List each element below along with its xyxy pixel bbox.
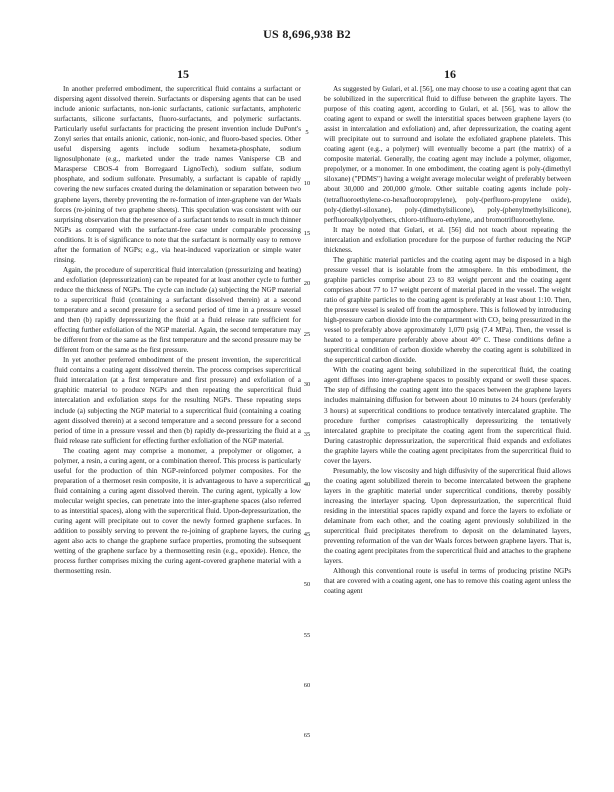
paragraph-coating-agent-embodiment: In yet another preferred embodiment of the present invention, the supercritical fluid contains a coating agent dissolved therein. The process comprises supercritical fluid intercalation (at a first temperature and first pressure) and exfoliation of a graphitic material to produce NGPs and then repeating the supercritical fluid intercalation and exfoliation steps for the resulting NGPs. These repeating steps include (a) subjecting the NGP material to a supercritical fluid (containing a coating agent dissolved therein) at a second temperature and a second pressure for a second period of time in a pressure vessel and then (b) rapidly de-pressurizing the fluid at a fluid release rate sufficient for effecting further exfoliation of the NGP material. [54, 356, 301, 445]
line-number: 5 [305, 129, 309, 136]
line-number: 65 [303, 732, 311, 739]
column-number-left: 15 [177, 67, 189, 81]
left-column [54, 84, 301, 784]
column-number-right: 16 [444, 67, 456, 81]
line-number-gutter [297, 84, 317, 784]
line-number: 40 [303, 481, 311, 488]
paragraph-surfactant: In another preferred embodiment, the supercritical fluid contains a surfactant or dispersing agent dissolved therein. Surfactants or dispersing agents that can be used include anionic surfactants, non-ionic surfactants, cationic surfactants, amphoteric surfactants, silicone surfactants, fluoro-surfactants, and polymeric surfactants. Particularly useful surfactants for practicing the present invention include DuPont's Zonyl series that entails anionic, cationic, non-ionic, and fluoro-based species. Other useful dispersing agents include sodium hexameta-phosphate, sodium lignosulphonate (e.g., marketed under the trade names Vanisperse CB and Marasperse CBOS-4 from Borregaard LignoTech), sodium sulfate, sodium phosphate, and sodium sulfonate. Presumably, a surfactant is capable of rapidly covering the new surfaces created during the delamination or separation between two graphene layers, thereby preventing the re-formation of inter-graphene van der Waals forces (re-joining of two graphene sheets). This speculation was consistent with our surprising observation that the presence of a surfactant tends to result in much thinner NGPs as compared with the surfactant-free case under comparable processing conditions. It is of significance to note that the surfactant is normally easy to remove after the formation of NGPs; e.g., via heat-induced vaporization or simple water rinsing. [54, 85, 301, 264]
line-number: 60 [303, 682, 311, 689]
line-number: 55 [303, 632, 311, 639]
line-number: 25 [303, 331, 311, 338]
line-number: 15 [303, 230, 311, 237]
line-number: 45 [303, 531, 311, 538]
paragraph-conventional-route: Although this conventional route is useful in terms of producing pristine NGPs that are covered with a coating agent, one has to remove this coating agent unless the coating agent [324, 567, 571, 596]
line-number: 50 [303, 581, 311, 588]
paragraph-pressure-vessel: The graphitic material particles and the coating agent may be disposed in a high pressure vessel that is isolatable from the atmosphere. In this embodiment, the graphite particles comprise about 23 to 83 weight percent and the coating agent comprises about 77 to 17 weight percent of material placed in the vessel. The weight ratio of graphite particles to the coating agent is preferably at least about 1:10. Then, the pressure vessel is sealed off from the atmosphere. This is followed by introducing high-pressure carbon dioxide into the compartment with CO₂ being pressurized in the vessel to preferably above approximately 1,070 psig (7.4 MPa). Then, the vessel is heated to a temperature preferably above about 40° C. These conditions define a supercritical condition of carbon dioxide whereby the coating agent is solubilized in the supercritical carbon dioxide. [324, 255, 571, 365]
paragraph-gulari-note: It may be noted that Gulari, et al. [56] did not teach about repeating the intercalation and exfoliation procedure for the purpose of further reducing the NGP thickness. [324, 225, 571, 254]
line-number: 10 [303, 180, 311, 187]
line-number: 35 [303, 431, 311, 438]
paragraph-coating-agent-composition: The coating agent may comprise a monomer, a prepolymer or oligomer, a polymer, a resin, a curing agent, or a combination thereof. This process is particularly useful for the production of thin NGP-reinforced polymer composites. For the preparation of a thermoset resin composite, it is advantageous to have a supercritical fluid containing a curing agent dissolved therein. The curing agent, typically a low molecular weight species, can penetrate into the inter-graphene spaces (also referred to as interstitial spaces), along with the supercritical fluid. Upon-depressurization, the curing agent will precipitate out to cover the newly formed graphene surfaces. In addition to possibly serving to prevent the re-joining of graphene layers, the curing agent also acts to change the graphene surface properties, promoting the subsequent wetting of the graphene surface by a thermosetting resin (e.g., epoxide). Hence, the process further comprises mixing the curing agent-covered graphene material with a thermosetting resin. [54, 446, 301, 576]
line-number: 20 [303, 280, 311, 287]
line-number: 30 [303, 381, 311, 388]
patent-number: US 8,696,938 B2 [263, 27, 351, 41]
paragraph-diffusion: With the coating agent being solubilized in the supercritical fluid, the coating agent diffuses into inter-graphene spaces to possibly expand or swell these spaces. The step of diffusing the coating agent into the spaces between the graphene layers includes maintaining diffusion for between about 10 minutes to 24 hours (preferably 3 hours) at supercritical conditions to produce tentatively intercalated graphite. The procedure further comprises catastrophically depressurizing the tentatively intercalated graphite to precipitate the coating agent from the supercritical fluid. During catastrophic depressurization, the supercritical fluid expands and exfoliates the graphite layers while the coating agent precipitates from the supercritical fluid to cover the layers. [324, 366, 571, 465]
right-column [324, 84, 571, 784]
paragraph-mechanism: Presumably, the low viscosity and high diffusivity of the supercritical fluid allows the coating agent solubilized therein to become intercalated between the graphene layers in the graphitic material under supercritical conditions, thereby possibly increasing the interlayer spacing. Upon depressurization, the supercritical fluid residing in the interstitial spaces rapidly expand and force the layers to exfoliate or delaminate from each other, and the coating agent previously solubilized in the supercritical fluid precipitates therefrom to deposit on the delaminated layers, preventing reformation of the van der Waals forces between graphene layers. That is, the coating agent precipitates from the supercritical fluid and attaches to the graphene layers. [324, 466, 571, 566]
paragraph-gulari-coating: As suggested by Gulari, et al. [56], one may choose to use a coating agent that can be solubilized in the supercritical fluid to diffuse between the graphite layers. The purpose of this coating agent, according to Gulari, et al. [56], was to allow the coating agent to expand or swell the interstitial spaces between graphene layers (to assist in intercalation and exfoliation) and, after depressurization, the coating agent will precipitate out to surround and isolate the exfoliated graphene platelets. This coating agent (e.g., a polymer) will eventually become a part (the matrix) of a composite material. Generally, the coating agent may include a polymer, oligomer, prepolymer, or a monomer. In one embodiment, the coating agent is poly-(dimethyl siloxane) ("PDMS") having a weight average molecular weight of preferably between about 30,000 and 200,000 g/mole. Other suitable coating agents include poly-(tetrafluoroethylene-co-hexafluoropropylene), poly-(perfluoro-propylene oxide), poly-(diethyl-siloxane), poly-(dimethylsilicone), poly-(phenylmethylsilicone), perfluoroalkylpolyethers, chloro-trifluoro-ethylene, and bromotrifluoroethylene. [324, 85, 571, 224]
paragraph-repeat-cycle: Again, the procedure of supercritical fluid intercalation (pressurizing and heating) and exfoliation (depressurization) can be repeated for at least another cycle to further reduce the thickness of NGPs. The cycle can include (a) subjecting the NGP material to a supercritical fluid (containing a surfactant dissolved therein) at a second temperature and a second pressure for a second period of time in a pressure vessel and then (b) rapidly depressurizing the fluid at a fluid release rate sufficient for effecting further exfoliation of the NGP material. Again, the second temperature may be different from or the same as the first temperature and the second pressure may be different from or the same as the first pressure. [54, 265, 301, 355]
